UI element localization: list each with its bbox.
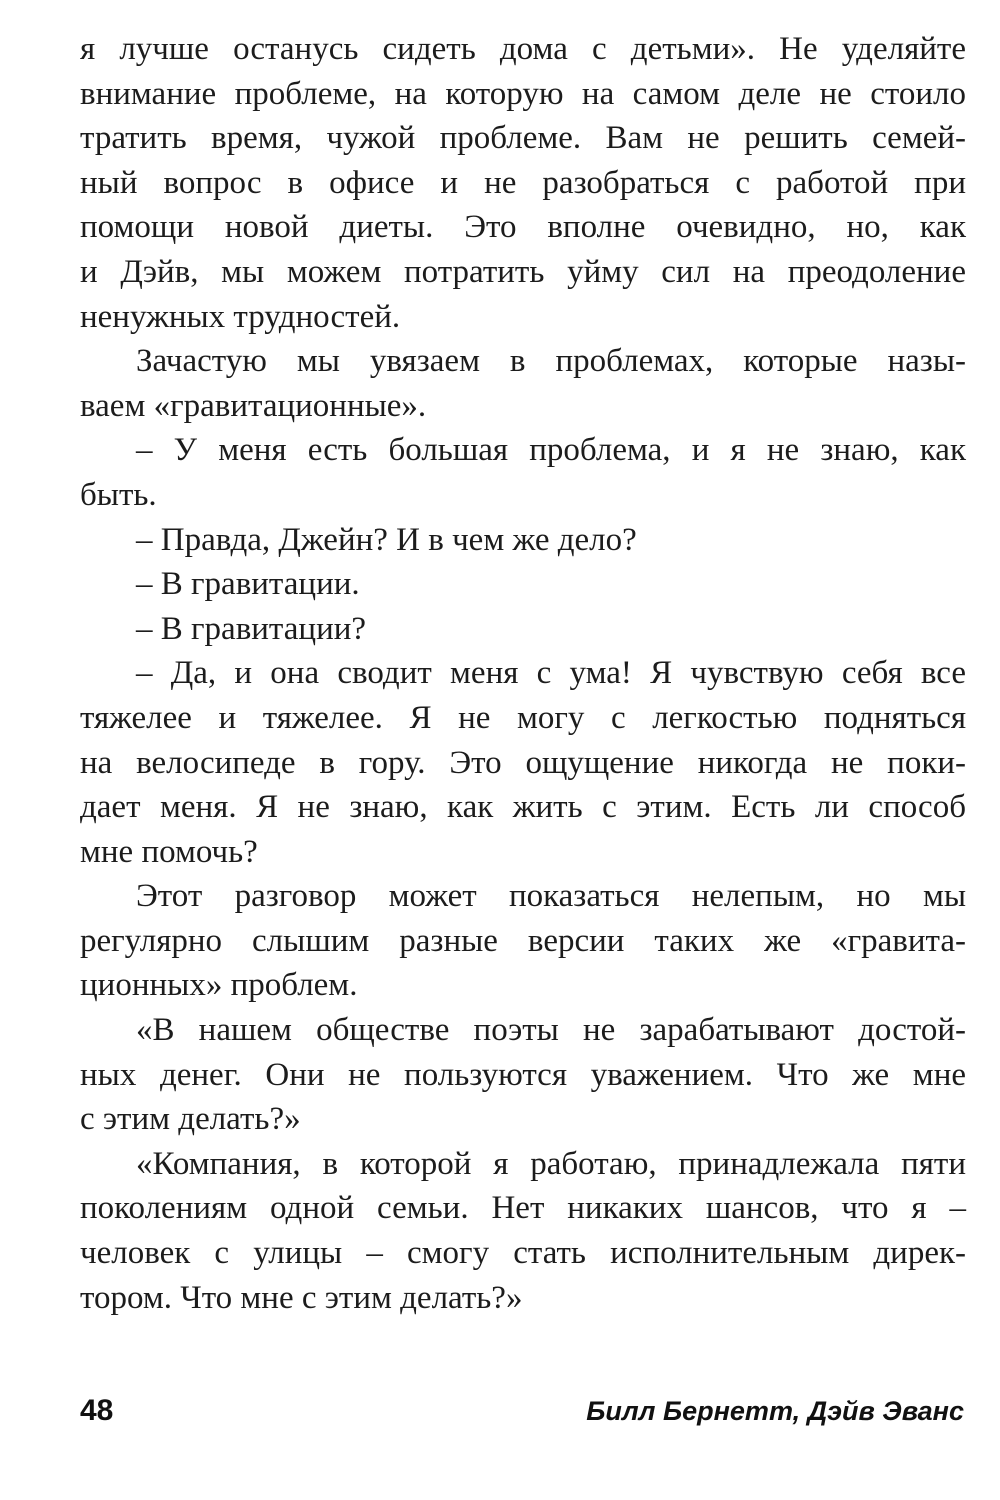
- text-line: мне помочь?: [80, 833, 258, 870]
- text-line: Этот разговор может показаться нелепым, но мы: [136, 878, 966, 915]
- text-line: – У меня есть большая проблема, и я не знаю, как: [136, 432, 966, 469]
- text-line: – Правда, Джейн? И в чем же дело?: [136, 521, 637, 558]
- text-line: ционных» проблем.: [80, 967, 358, 1004]
- body-text: [80, 27, 966, 1320]
- text-line: на велосипеде в гору. Это ощущение никогда не поки-: [80, 744, 966, 781]
- page-number: 48: [80, 1394, 114, 1427]
- text-line: – В гравитации?: [136, 610, 367, 647]
- text-line: тяжелее и тяжелее. Я не могу с легкостью подняться: [80, 699, 966, 736]
- running-footer-authors: Билл Бернетт, Дэйв Эванс: [586, 1396, 964, 1426]
- text-line: ваем «гравитационные».: [80, 387, 427, 424]
- text-line: – В гравитации.: [136, 566, 360, 603]
- text-line: тором. Что мне с этим делать?»: [80, 1279, 523, 1316]
- text-line: ный вопрос в офисе и не разобраться с работой при: [80, 164, 966, 201]
- text-line: я лучше останусь сидеть дома с детьми». Не уделяйте: [80, 31, 966, 67]
- text-line: Зачастую мы увязаем в проблемах, которые назы-: [136, 343, 966, 380]
- text-line: поколениям одной семьи. Нет никаких шансов, что я –: [80, 1190, 966, 1227]
- text-line: внимание проблеме, на которую на самом деле не стоило: [80, 75, 966, 112]
- text-line: тратить время, чужой проблеме. Вам не решить семей-: [80, 120, 966, 157]
- text-line: с этим делать?»: [80, 1101, 301, 1138]
- text-line: человек с улицы – смогу стать исполнительным дирек-: [80, 1235, 966, 1272]
- text-line: дает меня. Я не знаю, как жить с этим. Есть ли способ: [80, 789, 966, 826]
- text-line: и Дэйв, мы можем потратить уйму сил на преодоление: [80, 253, 966, 290]
- text-line: – Да, и она сводит меня с ума! Я чувствую себя все: [136, 655, 966, 692]
- text-line: регулярно слышим разные версии таких же «гравита-: [80, 922, 966, 959]
- text-line: быть.: [80, 476, 157, 513]
- text-line: «Компания, в которой я работаю, принадлежала пяти: [136, 1145, 966, 1182]
- text-line: ных денег. Они не пользуются уважением. Что же мне: [80, 1056, 966, 1093]
- text-line: ненужных трудностей.: [80, 298, 401, 335]
- text-line: «В нашем обществе поэты не зарабатывают достой-: [136, 1012, 966, 1049]
- text-line: помощи новой диеты. Это вполне очевидно, но, как: [80, 209, 966, 246]
